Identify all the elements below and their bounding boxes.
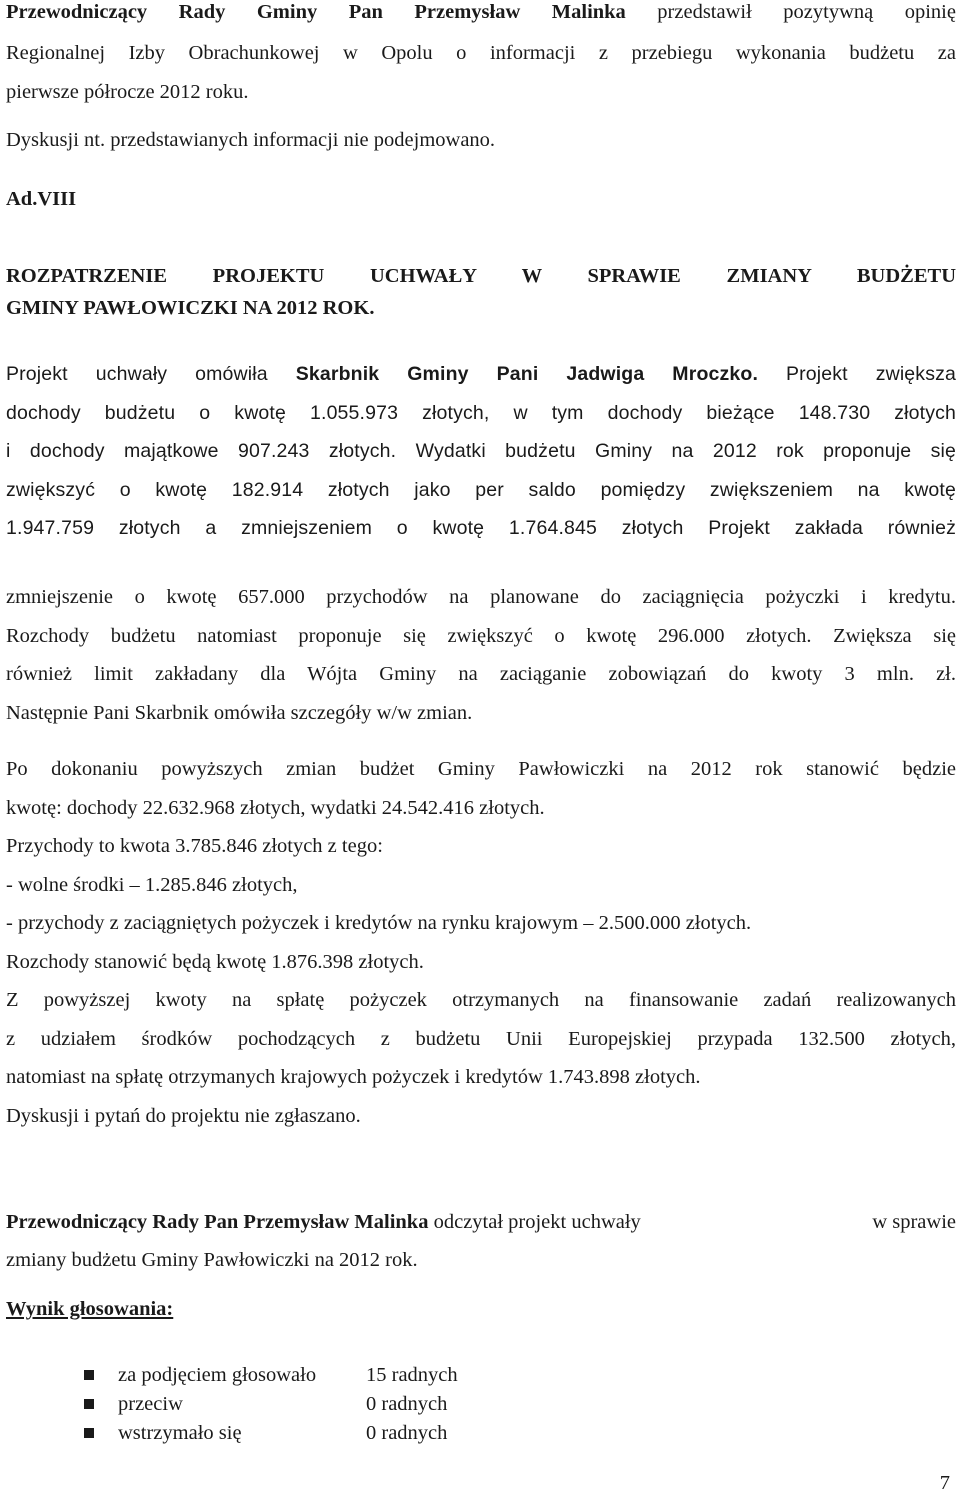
- heading-line: GMINY PAWŁOWICZKI NA 2012 ROK.: [6, 297, 375, 319]
- text-line: również limit zakładany dla Wójta Gminy na zaciąganie zobowiązań do kwoty 3 mln. zł.: [6, 663, 956, 685]
- text-line: zwiększyć o kwotę 182.914 złotych jako per saldo pomiędzy zwiększeniem na kwotę: [6, 478, 956, 501]
- vote-label: przeciw: [118, 1393, 183, 1415]
- text-line: 1.947.759 złotych a zmniejszeniem o kwotę 1.764.845 złotych Projekt zakłada również: [6, 517, 956, 539]
- paragraph-discussion: Dyskusji nt. przedstawianych informacji nie podejmowano.: [6, 129, 496, 151]
- vote-label: za podjęciem głosowało: [118, 1364, 317, 1386]
- text-line: z udziałem środków pochodzących z budżetu Unii Europejskiej przypada 132.500 złotych,: [6, 1027, 956, 1050]
- text-line: Rozchody stanowić będą kwotę 1.876.398 złotych.: [6, 950, 424, 973]
- agenda-item-number: Ad.VIII: [6, 188, 77, 210]
- text-line: Przewodniczący Rady Gminy Pan Przemysław Malinka przedstawił pozytywną opinię: [6, 1, 956, 23]
- chairman-name: Przewodniczący Rady Pan Przemysław Malinka: [6, 1211, 429, 1233]
- bullet-square-icon: [84, 1428, 94, 1438]
- bullet-square-icon: [84, 1399, 94, 1409]
- vote-label: wstrzymało się: [118, 1422, 242, 1444]
- text-line: natomiast na spłatę otrzymanych krajowych pożyczek i kredytów 1.743.898 złotych.: [6, 1066, 701, 1088]
- text-line: Po dokonaniu powyższych zmian budżet Gminy Pawłowiczki na 2012 rok stanowić będzie: [6, 758, 956, 780]
- text-line: Następnie Pani Skarbnik omówiła szczegóły w/w zmian.: [6, 701, 473, 724]
- text-line: zmiany budżetu Gminy Pawłowiczki na 2012 rok.: [6, 1249, 418, 1271]
- treasurer-name: Skarbnik Gminy Pani Jadwiga Mroczko.: [295, 363, 759, 385]
- text-line: Przychody to kwota 3.785.846 złotych z tego:: [6, 835, 383, 857]
- paragraph-budget-after-changes: [6, 750, 956, 1135]
- heading-line: ROZPATRZENIE PROJEKTU UCHWAŁY W SPRAWIE ZMIANY BUDŻETU: [6, 265, 956, 287]
- text-line: zmniejszenie o kwotę 657.000 przychodów na planowane do zaciągnięcia pożyczki i kredytu.: [6, 586, 956, 608]
- text-line: Z powyższej kwoty na spłatę pożyczek otrzymanych na finansowanie zadań realizowanych: [6, 989, 956, 1011]
- paragraph-budget-project-continued: [6, 578, 956, 732]
- text-line: Rozchody budżetu natomiast proponuje się zwiększyć o kwotę 296.000 złotych. Zwiększa się: [6, 624, 956, 647]
- text-line: pierwsze półrocze 2012 roku.: [6, 81, 249, 103]
- text-line: dochody budżetu o kwotę 1.055.973 złotych, w tym dochody bieżące 148.730 złotych: [6, 401, 956, 424]
- text-line: Dyskusji i pytań do projektu nie zgłaszano.: [6, 1104, 361, 1127]
- page-number: 7: [939, 1472, 950, 1494]
- paragraph-budget-project: [6, 355, 956, 548]
- vote-count: 0 radnych: [366, 1393, 448, 1415]
- text-line: Przewodniczący Rady Pan Przemysław Malinka odczytał projekt uchwały w sprawie: [6, 1211, 956, 1233]
- section-heading: [6, 262, 956, 323]
- bullet-square-icon: [84, 1370, 94, 1380]
- paragraph-opinion: [6, 0, 956, 107]
- vote-count: 0 radnych: [366, 1422, 448, 1444]
- vote-results-heading: Wynik głosowania:: [6, 1298, 174, 1320]
- paragraph-resolution-reading: [6, 1203, 956, 1280]
- text-line: kwotę: dochody 22.632.968 złotych, wydatki 24.542.416 złotych.: [6, 796, 545, 819]
- vote-count: 15 radnych: [366, 1364, 458, 1386]
- chairman-name: Przewodniczący Rady Gminy Pan Przemysław Malinka: [6, 1, 626, 23]
- text-line: Regionalnej Izby Obrachunkowej w Opolu o informacji z przebiegu wykonania budżetu za: [6, 42, 956, 64]
- text-line: i dochody majątkowe 907.243 złotych. Wydatki budżetu Gminy na 2012 rok proponuje się: [6, 440, 956, 462]
- text-line: Projekt uchwały omówiła Skarbnik Gminy Pani Jadwiga Mroczko. Projekt zwiększa: [6, 363, 956, 385]
- text-line: - przychody z zaciągniętych pożyczek i kredytów na rynku krajowym – 2.500.000 złotych.: [6, 912, 752, 934]
- text-line: - wolne środki – 1.285.846 złotych,: [6, 873, 298, 896]
